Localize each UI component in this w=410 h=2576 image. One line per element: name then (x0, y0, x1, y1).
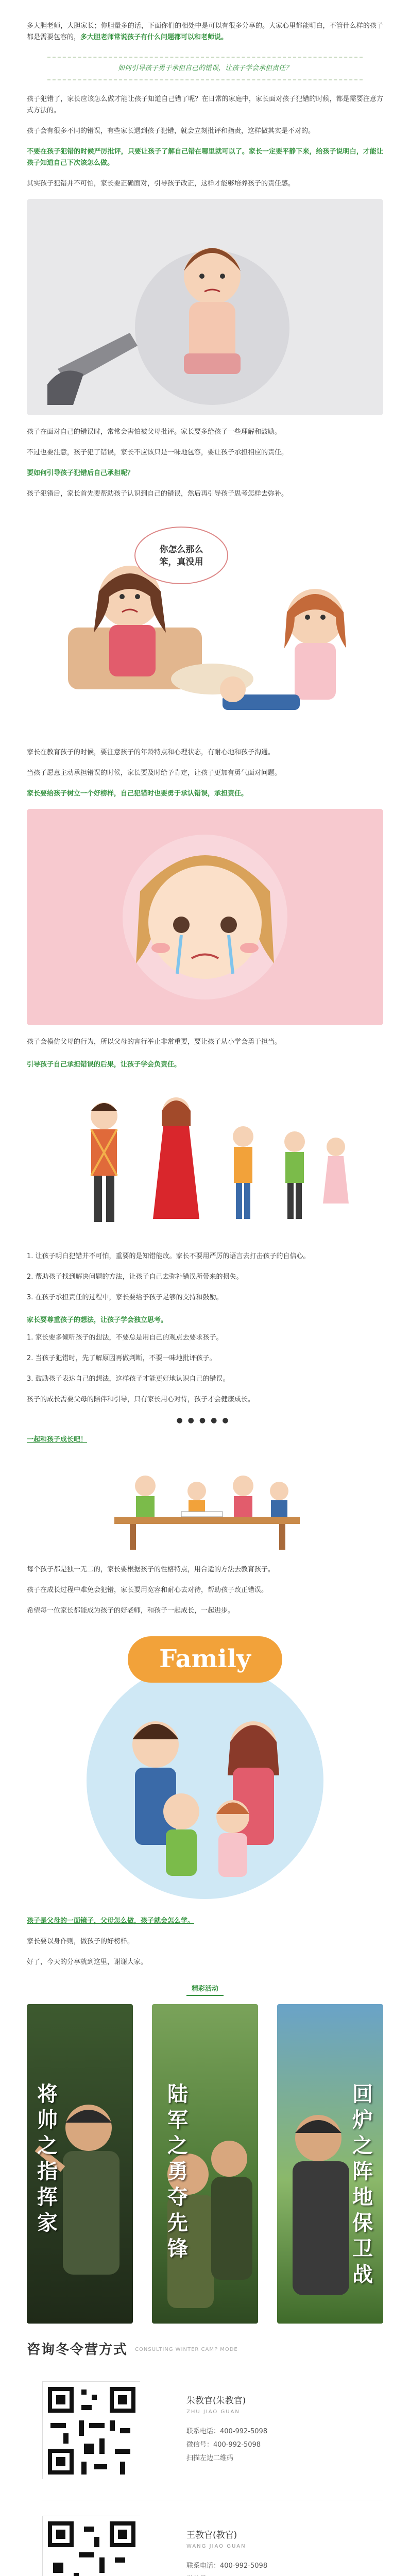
contact-card (42, 2366, 383, 2495)
paragraph: 希望每一位家长都能成为孩子的好老师，和孩子一起成长，一起进步。 (27, 1607, 235, 1615)
divider-dots: ●●●●● (176, 1416, 234, 1425)
contact-pinyin: WANG JIAO GUAN (186, 2544, 246, 2549)
banner-text: 陆军之勇夺先锋 (167, 2082, 188, 2261)
qr-code[interactable] (42, 2381, 140, 2479)
highlight-paragraph: 要如何引导孩子犯错后自己承担呢？ (27, 469, 134, 477)
contact-phone[interactable]: 联系电话：400-992-5098 (186, 2562, 268, 2570)
section-title-activities (27, 1984, 383, 1995)
banner-text: 回炉之阵地保卫战 (352, 2082, 373, 2286)
banner-defense[interactable] (277, 2004, 383, 2324)
illustration-crying-girl (27, 809, 383, 1025)
paragraph: 孩子在成长过程中难免会犯错，家长要用宽容和耐心去对待，帮助孩子改正错误。 (27, 1586, 268, 1594)
paragraph: 好了，今天的分享就到这里，谢谢大家。 (27, 1958, 148, 1966)
highlight-paragraph: 孩子是父母的一面镜子，父母怎么做，孩子就会怎么学。 (27, 1917, 195, 1925)
paragraph: 孩子的成长需要父母的陪伴和引导，只有家长用心对待，孩子才会健康成长。 (27, 1396, 255, 1403)
speech-bubble-line-2: 笨，真没用 (159, 557, 203, 567)
contact-info (186, 2530, 267, 2576)
highlight-paragraph: 一起和孩子成长吧！ (27, 1436, 88, 1444)
consult-header (27, 2342, 383, 2358)
paragraph: 每个孩子都是独一无二的，家长要根据孩子的性格特点，用合适的方法去教育孩子。 (27, 1566, 275, 1573)
paragraph: 孩子犯错了，家长应该怎么做才能让孩子知道自己错了呢？在日常的家庭中，家长面对孩子犯错的时候，都是需要注意方式方法的。 (27, 95, 383, 114)
paragraph: 孩子会有很多不同的错误，有些家长遇到孩子犯错，就会立刻批评和指责，这样做其实是不对的。 (27, 127, 315, 135)
paragraph: 家长要以身作则，做孩子的好榜样。 (27, 1938, 134, 1945)
highlight-paragraph: 家长要给孩子树立一个好榜样，自己犯错时也要勇于承认错误，承担责任。 (27, 790, 248, 798)
contact-name: 王教官(教官) (186, 2530, 237, 2540)
contact-wechat (186, 2573, 267, 2576)
section-title-text: 精彩活动 (186, 1985, 224, 1996)
paragraph: 孩子犯错后，家长首先要帮助孩子认识到自己的错误，然后再引导孩子思考怎样去弥补。 (27, 490, 288, 498)
intro-highlight: 多大胆老师常说孩子有什么问题都可以和老师说。 (80, 33, 228, 41)
list-item: 2. 帮助孩子找到解决问题的方法，让孩子自己去弥补错误所带来的损失。 (27, 1273, 243, 1281)
contact-pinyin: ZHU JIAO GUAN (186, 2409, 240, 2415)
list-item: 3. 在孩子承担责任的过程中，家长要给予孩子足够的支持和鼓励。 (27, 1294, 223, 1301)
paragraph: 1. 家长要多倾听孩子的想法，不要总是用自己的观点去要求孩子。 (27, 1334, 223, 1342)
highlight-paragraph: 不要在孩子犯错的时候严厉批评，只要让孩子了解自己错在哪里就可以了。家长一定要平静下来，给孩子说明白，才能让孩子知道自己下次该怎么做。 (27, 148, 383, 167)
subheading: 家长要尊重孩子的想法，让孩子学会独立思考。 (27, 1316, 168, 1324)
family-label: Family (159, 1645, 251, 1673)
paragraph: 其实孩子犯错并不可怕，家长要正确面对，引导孩子改正，这样才能够培养孩子的责任感。 (27, 180, 295, 188)
subheading: 引导孩子自己承担错误的后果，让孩子学会负责任。 (27, 1061, 181, 1069)
illustration-mother-scolding (27, 509, 383, 736)
contact-card (42, 2500, 383, 2576)
contact-name: 朱教官(朱教官) (186, 2396, 246, 2406)
paragraph: 不过也要注意，孩子犯了错误，家长不应该只是一味地包容，要让孩子承担相应的责任。 (27, 449, 288, 456)
contact-info (186, 2395, 267, 2465)
contact-note: 扫描左边二维码 (186, 2454, 234, 2462)
pull-quote: 如何引导孩子勇于承担自己的错误，让孩子学会承担责任？ (47, 57, 363, 80)
paragraph: 家长在教育孩子的时候，要注意孩子的年龄特点和心理状态，有耐心地和孩子沟通。 (27, 749, 275, 756)
consult-title: 咨询冬令营方式 (27, 2342, 128, 2358)
illustration-family-table (27, 1455, 383, 1553)
paragraph: 孩子会模仿父母的行为，所以父母的言行举止非常重要，要让孩子从小学会勇于担当。 (27, 1038, 282, 1046)
list-item: 1. 让孩子明白犯错并不可怕，重要的是知错能改。家长不要用严厉的语言去打击孩子的自信心。 (27, 1252, 310, 1260)
paragraph: 2. 当孩子犯错时，先了解原因再做判断，不要一味地批评孩子。 (27, 1354, 216, 1362)
qr-code[interactable] (42, 2516, 140, 2576)
contact-phone[interactable]: 联系电话：400-992-5098 (186, 2428, 268, 2435)
contact-wechat: 微信号：400-992-5098 (186, 2441, 261, 2449)
banner-commander[interactable] (27, 2004, 133, 2324)
paragraph: 当孩子愿意主动承担错误的时候，家长要及时给予肯定，让孩子更加有勇气面对问题。 (27, 769, 282, 777)
activity-banners (27, 2004, 383, 2324)
paragraph: 3. 鼓励孩子表达自己的想法，这样孩子才能更好地认识自己的错误。 (27, 1375, 230, 1383)
intro-paragraph (27, 21, 383, 43)
paragraph: 孩子在面对自己的错误时，常常会害怕被父母批评。家长要多给孩子一些理解和鼓励。 (27, 428, 282, 436)
illustration-family-standing (27, 1080, 383, 1240)
intro-text: 多大胆老师，大胆家长；你胆量多的话，下面你们的相处中是可以有很多分享的。大家心里都能明白，不管什么样的孩子都是需要包容的， (27, 22, 383, 41)
illustration-family-circle (27, 1626, 383, 1904)
consult-subtitle: CONSULTING WINTER CAMP MODE (135, 2347, 238, 2352)
banner-text: 将帅之指挥家 (37, 2082, 58, 2235)
illustration-child-scolded (27, 199, 383, 415)
banner-army[interactable] (152, 2004, 258, 2324)
speech-bubble-line-1: 你怎么那么 (159, 545, 203, 555)
